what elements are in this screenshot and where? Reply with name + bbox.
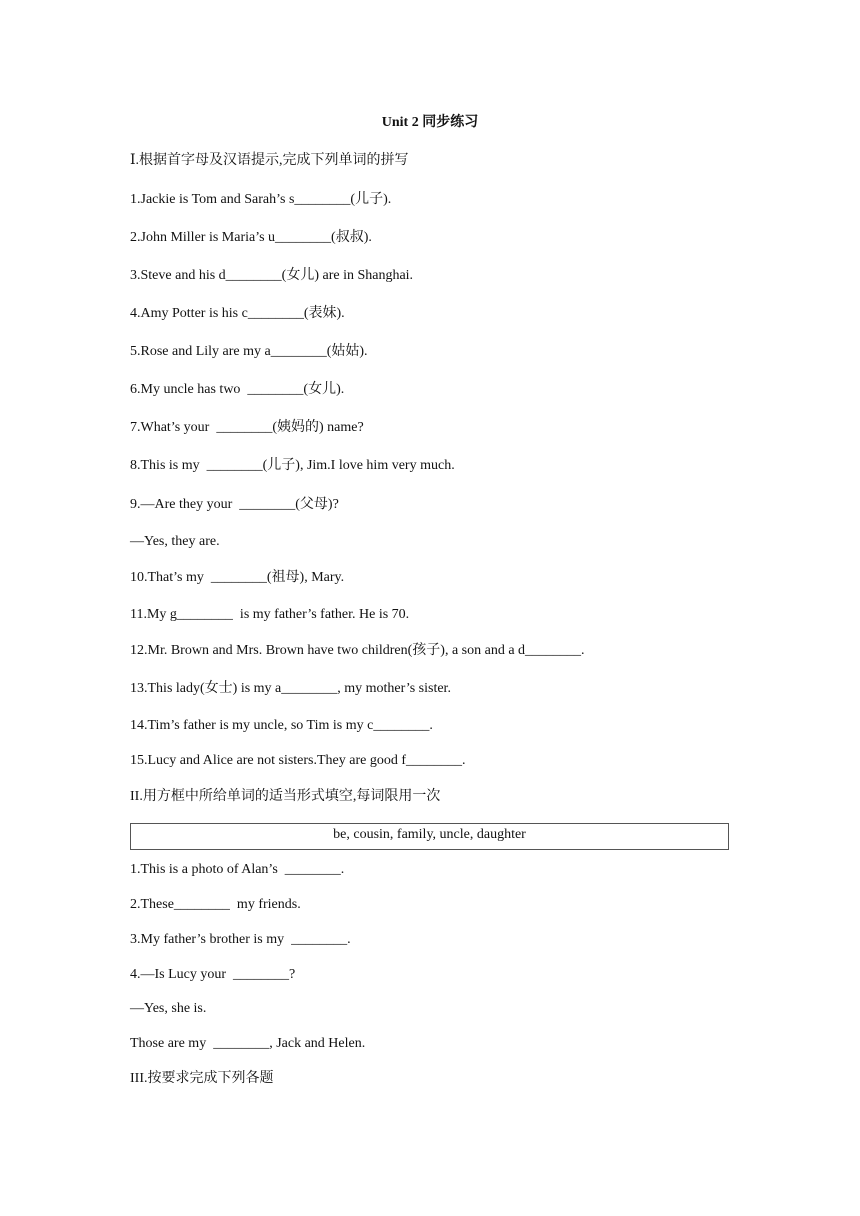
exercise-item: 1.Jackie is Tom and Sarah’s s________(儿子).	[130, 192, 392, 207]
exercise-item: 4.Amy Potter is his c________(表妹).	[130, 306, 345, 321]
exercise-item: 7.What’s your ________(姨妈的) name?	[130, 420, 364, 435]
exercise-item: 13.This lady(女士) is my a________, my mother’s sister.	[130, 681, 451, 696]
exercise-item: 2.These________ my friends.	[130, 897, 301, 912]
exercise-item: 2.John Miller is Maria’s u________(叔叔).	[130, 230, 372, 245]
exercise-item: 15.Lucy and Alice are not sisters.They are good f________.	[130, 753, 466, 768]
section-2-heading: II.用方框中所给单词的适当形式填空,每词限用一次	[130, 789, 441, 804]
exercise-item: 10.That’s my ________(祖母), Mary.	[130, 570, 345, 585]
exercise-item: Those are my ________, Jack and Helen.	[130, 1036, 366, 1051]
exercise-answer-line: —Yes, she is.	[130, 1001, 207, 1016]
exercise-item: 5.Rose and Lily are my a________(姑姑).	[130, 344, 368, 359]
exercise-item: 1.This is a photo of Alan’s ________.	[130, 862, 345, 877]
section-1-heading: Ⅰ.根据首字母及汉语提示,完成下列单词的拼写	[130, 153, 409, 168]
exercise-item: 8.This is my ________(儿子), Jim.I love him very much.	[130, 458, 455, 473]
exercise-item: 9.—Are they your ________(父母)?	[130, 497, 339, 512]
exercise-item: 12.Mr. Brown and Mrs. Brown have two children(孩子), a son and a d________.	[130, 643, 585, 658]
section-3-heading: III.按要求完成下列各题	[130, 1071, 274, 1086]
exercise-item: 3.Steve and his d________(女儿) are in Shanghai.	[130, 268, 414, 283]
exercise-item: 6.My uncle has two ________(女儿).	[130, 382, 345, 397]
exercise-answer-line: —Yes, they are.	[130, 534, 220, 549]
exercise-item: 11.My g________ is my father’s father. He is 70.	[130, 607, 410, 622]
page-title: Unit 2 同步练习	[381, 115, 479, 130]
exercise-item: 14.Tim’s father is my uncle, so Tim is my c________.	[130, 718, 433, 733]
word-box: be, cousin, family, uncle, daughter	[130, 823, 729, 850]
exercise-item: 3.My father’s brother is my ________.	[130, 932, 351, 947]
exercise-item: 4.—Is Lucy your ________?	[130, 967, 296, 982]
